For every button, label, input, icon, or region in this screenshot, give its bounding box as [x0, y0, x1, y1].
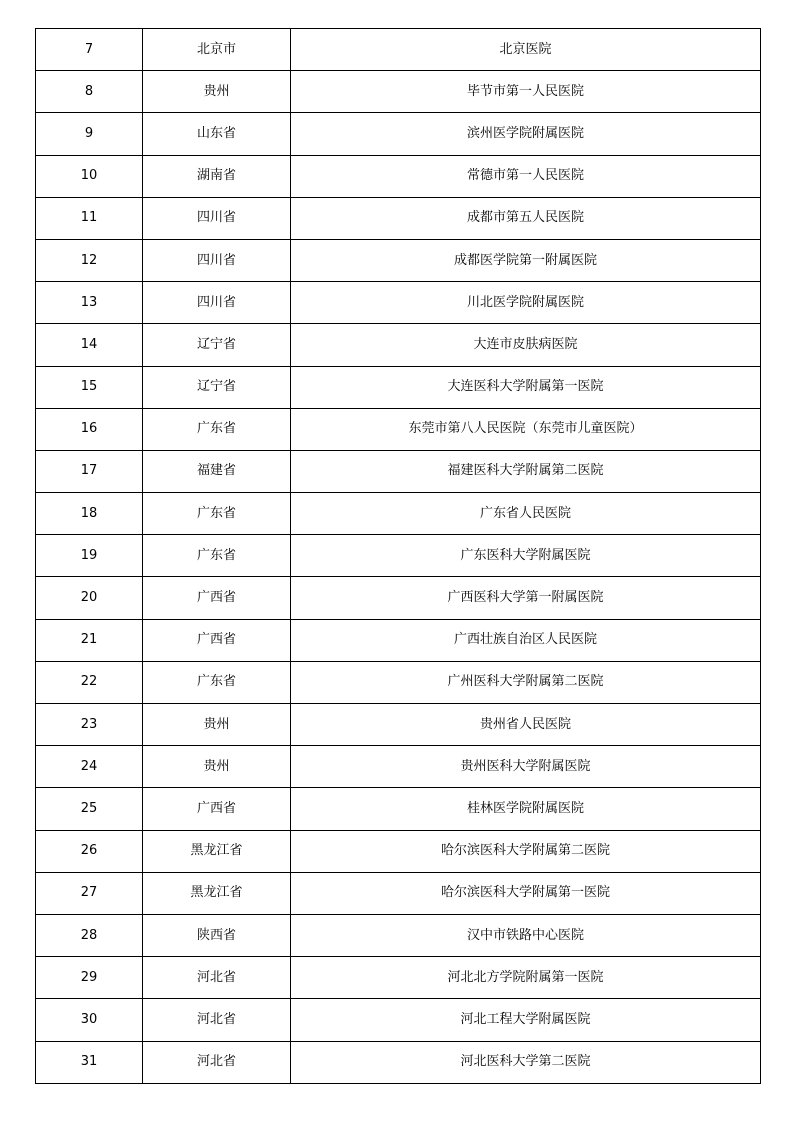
province-cell: 山东省: [143, 113, 291, 155]
hospital-name-cell: 北京医院: [291, 29, 761, 71]
province-cell: 辽宁省: [143, 366, 291, 408]
table-row: [36, 746, 761, 788]
province-cell: 福建省: [143, 450, 291, 492]
hospital-name-cell: 福建医科大学附属第二医院: [291, 450, 761, 492]
hospital-name-cell: 河北医科大学第二医院: [291, 1041, 761, 1083]
table-row: [36, 619, 761, 661]
row-number: 30: [36, 999, 143, 1041]
table-row: [36, 239, 761, 281]
province-cell: 广西省: [143, 788, 291, 830]
hospital-name-cell: 广东省人民医院: [291, 493, 761, 535]
hospital-name-cell: 川北医学院附属医院: [291, 282, 761, 324]
row-number: 28: [36, 914, 143, 956]
province-cell: 四川省: [143, 239, 291, 281]
row-number: 31: [36, 1041, 143, 1083]
table-row: [36, 197, 761, 239]
province-cell: 河北省: [143, 999, 291, 1041]
row-number: 14: [36, 324, 143, 366]
row-number: 21: [36, 619, 143, 661]
hospital-name-cell: 河北北方学院附属第一医院: [291, 957, 761, 999]
row-number: 26: [36, 830, 143, 872]
row-number: 16: [36, 408, 143, 450]
province-cell: 四川省: [143, 197, 291, 239]
province-cell: 河北省: [143, 957, 291, 999]
province-cell: 贵州: [143, 71, 291, 113]
hospital-name-cell: 滨州医学院附属医院: [291, 113, 761, 155]
hospital-name-cell: 大连医科大学附属第一医院: [291, 366, 761, 408]
hospital-name-cell: 大连市皮肤病医院: [291, 324, 761, 366]
hospital-name-cell: 成都市第五人民医院: [291, 197, 761, 239]
hospital-name-cell: 哈尔滨医科大学附属第二医院: [291, 830, 761, 872]
province-cell: 北京市: [143, 29, 291, 71]
hospital-name-cell: 桂林医学院附属医院: [291, 788, 761, 830]
table-row: [36, 155, 761, 197]
row-number: 10: [36, 155, 143, 197]
province-cell: 黑龙江省: [143, 830, 291, 872]
table-row: [36, 957, 761, 999]
table-row: [36, 999, 761, 1041]
row-number: 23: [36, 704, 143, 746]
table-row: [36, 535, 761, 577]
table-row: [36, 324, 761, 366]
table-row: [36, 113, 761, 155]
hospital-name-cell: 常德市第一人民医院: [291, 155, 761, 197]
table-row: [36, 29, 761, 71]
province-cell: 广东省: [143, 661, 291, 703]
row-number: 17: [36, 450, 143, 492]
row-number: 27: [36, 872, 143, 914]
hospital-name-cell: 毕节市第一人民医院: [291, 71, 761, 113]
hospital-name-cell: 东莞市第八人民医院（东莞市儿童医院）: [291, 408, 761, 450]
province-cell: 广西省: [143, 577, 291, 619]
table-row: [36, 1041, 761, 1083]
table-row: [36, 366, 761, 408]
hospital-name-cell: 广西壮族自治区人民医院: [291, 619, 761, 661]
row-number: 20: [36, 577, 143, 619]
province-cell: 广东省: [143, 493, 291, 535]
row-number: 13: [36, 282, 143, 324]
province-cell: 广东省: [143, 408, 291, 450]
province-cell: 黑龙江省: [143, 872, 291, 914]
hospital-name-cell: 贵州医科大学附属医院: [291, 746, 761, 788]
table-row: [36, 282, 761, 324]
table-row: [36, 830, 761, 872]
province-cell: 陕西省: [143, 914, 291, 956]
row-number: 22: [36, 661, 143, 703]
table-row: [36, 493, 761, 535]
table-row: [36, 704, 761, 746]
hospital-table: [35, 28, 761, 1084]
row-number: 9: [36, 113, 143, 155]
table-row: [36, 71, 761, 113]
row-number: 18: [36, 493, 143, 535]
province-cell: 湖南省: [143, 155, 291, 197]
province-cell: 贵州: [143, 704, 291, 746]
hospital-name-cell: 贵州省人民医院: [291, 704, 761, 746]
table-row: [36, 408, 761, 450]
table-row: [36, 872, 761, 914]
row-number: 7: [36, 29, 143, 71]
hospital-name-cell: 广州医科大学附属第二医院: [291, 661, 761, 703]
province-cell: 辽宁省: [143, 324, 291, 366]
hospital-name-cell: 河北工程大学附属医院: [291, 999, 761, 1041]
row-number: 12: [36, 239, 143, 281]
table-row: [36, 914, 761, 956]
hospital-name-cell: 哈尔滨医科大学附属第一医院: [291, 872, 761, 914]
row-number: 24: [36, 746, 143, 788]
hospital-name-cell: 汉中市铁路中心医院: [291, 914, 761, 956]
hospital-table-body: [36, 29, 761, 1084]
row-number: 8: [36, 71, 143, 113]
province-cell: 贵州: [143, 746, 291, 788]
row-number: 11: [36, 197, 143, 239]
hospital-name-cell: 成都医学院第一附属医院: [291, 239, 761, 281]
hospital-name-cell: 广西医科大学第一附属医院: [291, 577, 761, 619]
province-cell: 河北省: [143, 1041, 291, 1083]
row-number: 15: [36, 366, 143, 408]
table-row: [36, 661, 761, 703]
province-cell: 四川省: [143, 282, 291, 324]
row-number: 25: [36, 788, 143, 830]
row-number: 19: [36, 535, 143, 577]
table-row: [36, 788, 761, 830]
row-number: 29: [36, 957, 143, 999]
table-row: [36, 577, 761, 619]
hospital-name-cell: 广东医科大学附属医院: [291, 535, 761, 577]
province-cell: 广东省: [143, 535, 291, 577]
table-row: [36, 450, 761, 492]
province-cell: 广西省: [143, 619, 291, 661]
